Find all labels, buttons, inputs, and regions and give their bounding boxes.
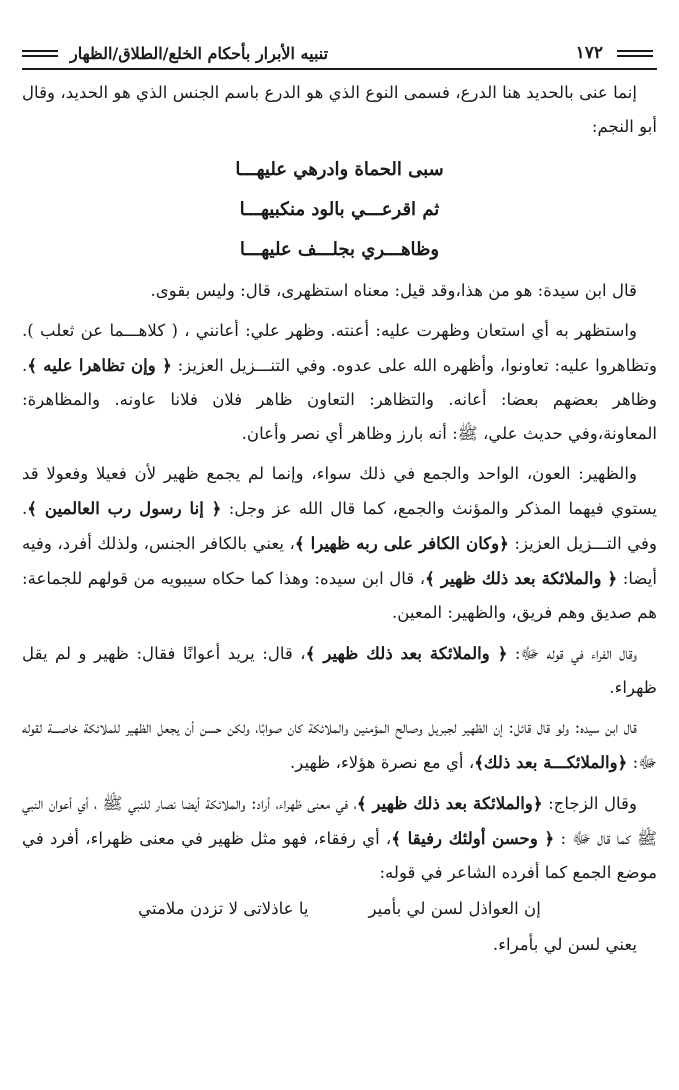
header-rule-left [22,50,58,57]
text-run: ، في معنى ظهراء، أراد: والملائكة أيضا نصار للنبي ﷺ ، أي أعوان النبي ﷺ كما قال ﷻ : [22,794,657,848]
page-body [22,76,657,962]
quran-quote: ﴿ وحسن أولئك رفيقا ﴾ [391,828,555,848]
verse-line: وظاهـــري بجلـــف عليهـــا [239,239,440,260]
running-title: تنبيه الأبرار بأحكام الخلع/الطلاق/الظهار [70,43,329,63]
quran-quote: ﴿والملائكـــة بعد ذلك﴾ [474,752,628,772]
quran-quote: ﴿ والملائكة بعد ذلك ظهير ﴾ [425,568,618,588]
text-run: واستظهر به أي استعان وظهرت عليه: أعنته. وظهر علي: أعانني ، ( كلاهـــما عن ثعلب ). وتظاهروا عليه: تعاونوا، وأظهره الله على عدوه. وفي التنـــزيل العزيز: [22,321,658,375]
text-run: والظهير: العون، الواحد والجمع في ذلك سواء، وإنما لم يجمع ظهير لأن فعيلا وفعولا قد يستوي فيهما المذكر والمؤنث والجمع، كما قال الله عز وجل: [22,464,657,518]
text-run: ، أي رفقاء، فهو مثل ظهير في معنى ظهراء، أفرد في موضع الجمع كما أفرده الشاعر في قوله: [22,829,657,882]
quran-quote: ﴿ إنا رسول رب العالمين ﴾ [27,498,222,518]
paragraph-intro: إنما عنى بالحديد هنا الدرع، فسمى النوع الذي هو الدرع باسم الجنس الذي هو الحديد، وقال أبو النجم: [22,83,657,136]
paragraph-ibn-sida-2 [22,711,657,780]
text-run: . وظاهر بعضهم بعضا: أعانه. والتظاهر: التعاون ظاهر فلان فلانا عاونه. والمظاهرة: المعاونة،وفي حديث علي، ﷺ: أنه بارز وظاهر أي نصر وأعان. [22,356,657,443]
closing-line: يعني لسن لي بأمراء. [492,935,637,954]
page-number: ١٧٢ [575,43,603,63]
header-rule-right [617,50,653,57]
quran-quote: ﴿ والملائكة بعد ذلك ظهير ﴾ [305,643,508,663]
quran-quote: ﴿وكان الكافر على ربه ظهيرا ﴾ [294,533,509,553]
paragraph-ibn-sida: قال ابن سيدة: هو من هذا،وقد قيل: معناه استظهرى، قال: وليس بقوى. [150,281,637,300]
text-run: ، يعني بالكافر الجنس، ولذلك أفرد، وفيه أيضا: [22,534,658,588]
verse-line: سبى الحماة وادرهي عليهـــا [235,159,444,180]
text-run: قال ابن سيده: ولو قال قائل: إن الظهير لجبريل وصالح المؤمنين والملائكة كان صوابًا، ولكن حسن أن يجعل الظهير للملائكة خاصـــة لقوله ﷻ: [22,718,657,772]
paragraph-zahir [22,457,657,630]
paragraph-farra [22,636,657,705]
text-run: ، قال: يريد أعوانًا فقال: ظهير و لم يقل ظهراء. [22,644,657,697]
verse-line: ثم اقرعـــي بالود منكبيهـــا [239,199,440,220]
verse-block [22,150,657,270]
paragraph-zajjaj [22,786,657,890]
quran-quote: ﴿ وإن تظاهرا عليه ﴾ [27,355,172,375]
poem-line [22,892,657,926]
book-page [22,38,657,1078]
paragraph-istazhar [22,314,657,451]
text-run: ، أي مع نصرة هؤلاء، ظهير. [290,753,475,772]
poem-hemistich-first: إن العواذل لسن لي بأمير [368,899,541,918]
text-run: وقال الفراء في قوله ﷻ: [507,644,638,663]
poem-hemistich-second: يا عاذلاتى لا تزدن ملامتي [138,899,309,918]
text-run: وقال الزجاج: [542,794,638,813]
page-header [22,38,657,70]
quran-quote: ﴿والملائكة بعد ذلك ظهير ﴾ [356,793,543,813]
text-run: ، قال ابن سيده: وهذا كما حكاه سيبويه من قولهم للجماعة: هم صديق وهم فريق، والظهير: المعين. [22,569,657,622]
text-run: . وفي التـــزيل العزيز: [22,499,657,553]
